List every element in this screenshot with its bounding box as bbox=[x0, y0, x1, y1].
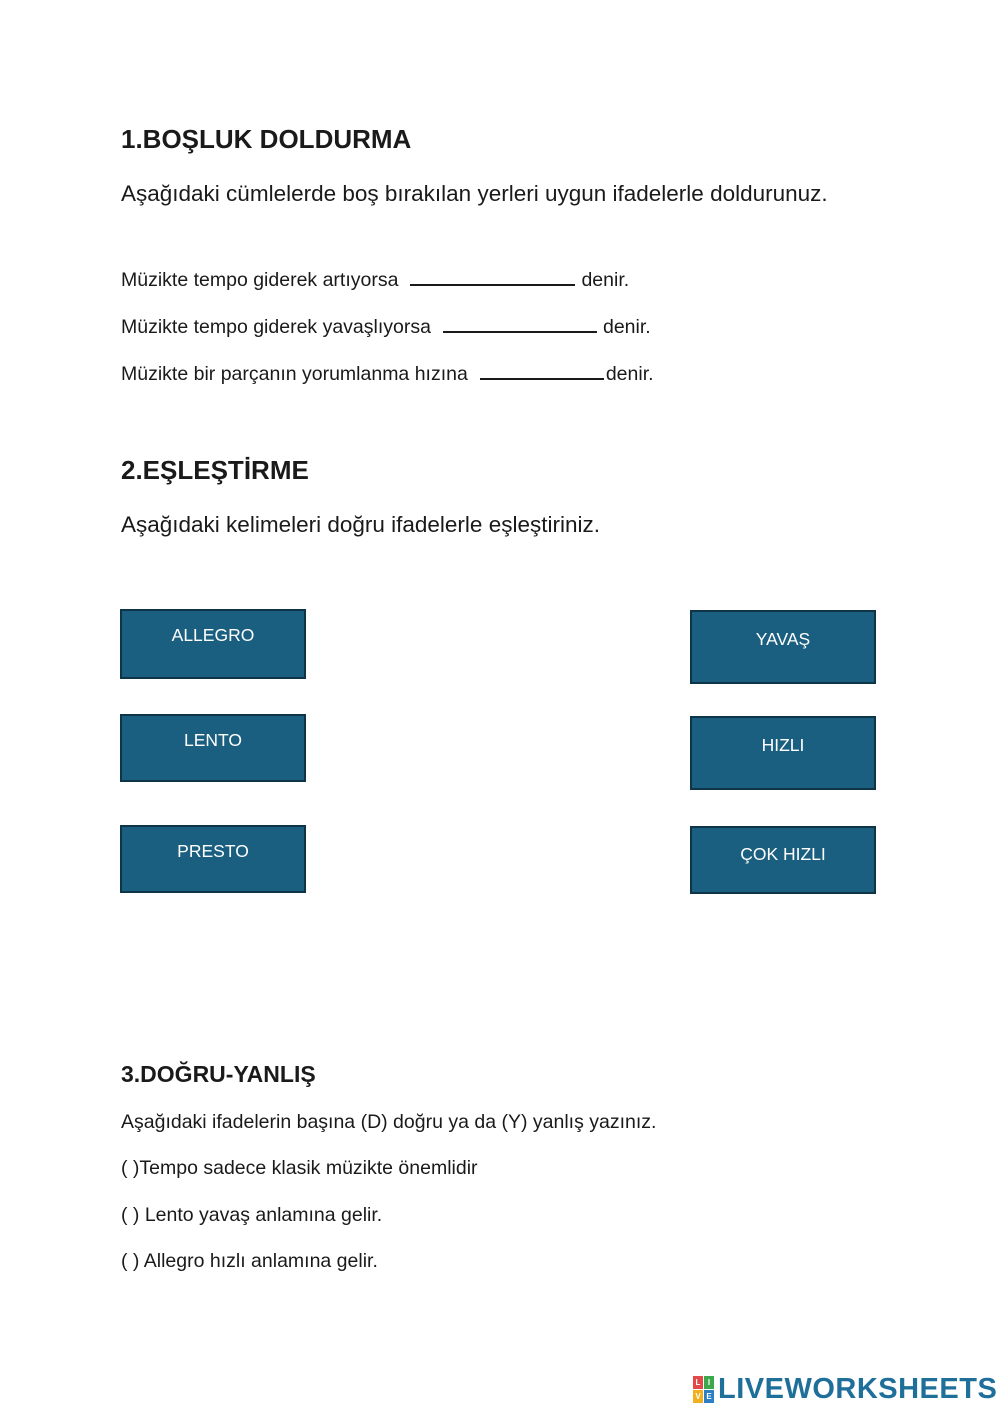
fill-sentence-1-suffix: denir. bbox=[581, 269, 630, 291]
true-false-statement-3[interactable]: ( ) Allegro hızlı anlamına gelir. bbox=[121, 1250, 378, 1272]
section3-instruction: Aşağıdaki ifadelerin başına (D) doğru ya da (Y) yanlış yazınız. bbox=[121, 1111, 657, 1133]
logo-letter-i: I bbox=[704, 1376, 714, 1389]
logo-letter-l: L bbox=[693, 1376, 703, 1389]
fill-blank-3[interactable] bbox=[480, 362, 604, 380]
liveworksheets-logo-icon bbox=[693, 1376, 714, 1403]
match-right-cok-hizli[interactable]: ÇOK HIZLI bbox=[690, 826, 876, 894]
fill-sentence-3 bbox=[121, 362, 654, 386]
fill-blank-2[interactable] bbox=[443, 315, 597, 333]
section3-title: 3.DOĞRU-YANLIŞ bbox=[121, 1061, 316, 1087]
fill-sentence-2-suffix: denir. bbox=[602, 316, 651, 338]
section1-title: 1.BOŞLUK DOLDURMA bbox=[121, 124, 412, 154]
match-right-hizli[interactable]: HIZLI bbox=[690, 716, 876, 790]
fill-sentence-1 bbox=[121, 268, 629, 292]
fill-sentence-2-text: Müzikte tempo giderek yavaşlıyorsa bbox=[121, 316, 431, 338]
liveworksheets-logo[interactable] bbox=[693, 1373, 997, 1406]
true-false-statement-1[interactable]: ( )Tempo sadece klasik müzikte önemlidir bbox=[121, 1157, 478, 1179]
fill-sentence-3-suffix: denir. bbox=[605, 363, 654, 385]
match-left-presto[interactable]: PRESTO bbox=[120, 825, 306, 893]
liveworksheets-logo-text: LIVEWORKSHEETS bbox=[718, 1373, 998, 1405]
true-false-statement-2[interactable]: ( ) Lento yavaş anlamına gelir. bbox=[121, 1204, 383, 1226]
section2-title: 2.EŞLEŞTİRME bbox=[121, 455, 309, 485]
fill-sentence-2 bbox=[121, 315, 651, 339]
fill-sentence-1-text: Müzikte tempo giderek artıyorsa bbox=[121, 269, 399, 291]
fill-sentence-3-text: Müzikte bir parçanın yorumlanma hızına bbox=[121, 363, 468, 385]
match-right-yavas[interactable]: YAVAŞ bbox=[690, 610, 876, 684]
logo-letter-e: E bbox=[704, 1390, 714, 1403]
logo-letter-v: V bbox=[693, 1390, 703, 1403]
match-left-allegro[interactable]: ALLEGRO bbox=[120, 609, 306, 679]
section1-instruction: Aşağıdaki cümlelerde boş bırakılan yerleri uygun ifadelerle doldurunuz. bbox=[121, 181, 828, 206]
section2-instruction: Aşağıdaki kelimeleri doğru ifadelerle eşleştiriniz. bbox=[121, 512, 600, 537]
fill-blank-1[interactable] bbox=[410, 268, 575, 286]
match-left-lento[interactable]: LENTO bbox=[120, 714, 306, 782]
